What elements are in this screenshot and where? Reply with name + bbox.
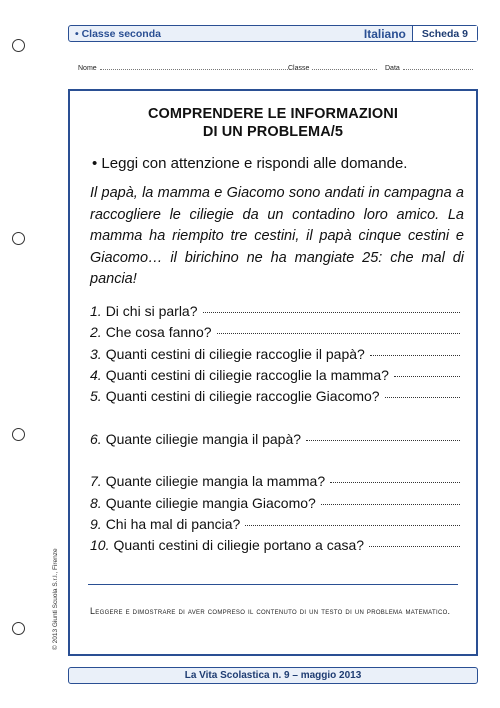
header-bar bbox=[68, 25, 478, 42]
question-item[interactable]: 9. Chi ha mal di pancia? bbox=[90, 516, 460, 537]
class-label: Classe bbox=[288, 65, 310, 72]
question-item[interactable]: 10. Quanti cestini di ciliegie portano a casa? bbox=[90, 537, 460, 558]
binder-hole bbox=[12, 428, 25, 441]
question-item[interactable]: 2. Che cosa fanno? bbox=[90, 324, 460, 345]
instruction-text: • Leggi con attenzione e rispondi alle domande. bbox=[92, 155, 408, 172]
footer-bar bbox=[68, 667, 478, 684]
student-info-row bbox=[78, 63, 478, 72]
worksheet-frame bbox=[68, 89, 478, 656]
date-label: Data bbox=[385, 65, 400, 72]
binder-hole bbox=[12, 232, 25, 245]
question-item[interactable]: 5. Quanti cestini di ciliegie raccoglie Giacomo? bbox=[90, 388, 460, 409]
question-item[interactable]: 6. Quante ciliegie mangia il papà? bbox=[90, 431, 460, 452]
answer-line[interactable] bbox=[90, 452, 460, 473]
question-item[interactable]: 8. Quante ciliegie mangia Giacomo? bbox=[90, 495, 460, 516]
question-item[interactable]: 7. Quante ciliegie mangia la mamma? bbox=[90, 473, 460, 494]
objective-text: Leggere e dimostrare di aver compreso il contenuto di un testo di un problema matematico. bbox=[90, 606, 451, 616]
binder-hole bbox=[12, 622, 25, 635]
binder-hole bbox=[12, 39, 25, 52]
answer-line[interactable] bbox=[90, 409, 460, 430]
question-item[interactable]: 1. Di chi si parla? bbox=[90, 303, 460, 324]
worksheet-title: COMPRENDERE LE INFORMAZIONI DI UN PROBLEMA/5 bbox=[147, 106, 398, 140]
copyright-text: © 2013 Giunti Scuola S.r.l., Firenze bbox=[52, 548, 59, 650]
divider bbox=[88, 584, 458, 585]
grade-label: • Classe seconda bbox=[75, 27, 161, 40]
question-list bbox=[90, 303, 460, 559]
question-item[interactable]: 4. Quanti cestini di ciliegie raccoglie la mamma? bbox=[90, 367, 460, 388]
subject-label: Italiano bbox=[363, 26, 406, 41]
name-label: Nome bbox=[78, 65, 97, 72]
date-field[interactable] bbox=[385, 63, 478, 72]
story-text: Il papà, la mamma e Giacomo sono andati in campagna a raccogliere le ciliegie da un contadino loro amico. La mamma ha riempito tre cestini, il papà cinque cestini e Giacomo… il birichino ne ha mangiate 25: che mal di pancia! bbox=[90, 185, 464, 287]
name-field[interactable] bbox=[78, 63, 288, 72]
class-field[interactable] bbox=[288, 63, 385, 72]
footer-text: La Vita Scolastica n. 9 – maggio 2013 bbox=[184, 670, 362, 681]
question-item[interactable]: 3. Quanti cestini di ciliegie raccoglie il papà? bbox=[90, 346, 460, 367]
sheet-label: Scheda 9 bbox=[412, 26, 477, 41]
